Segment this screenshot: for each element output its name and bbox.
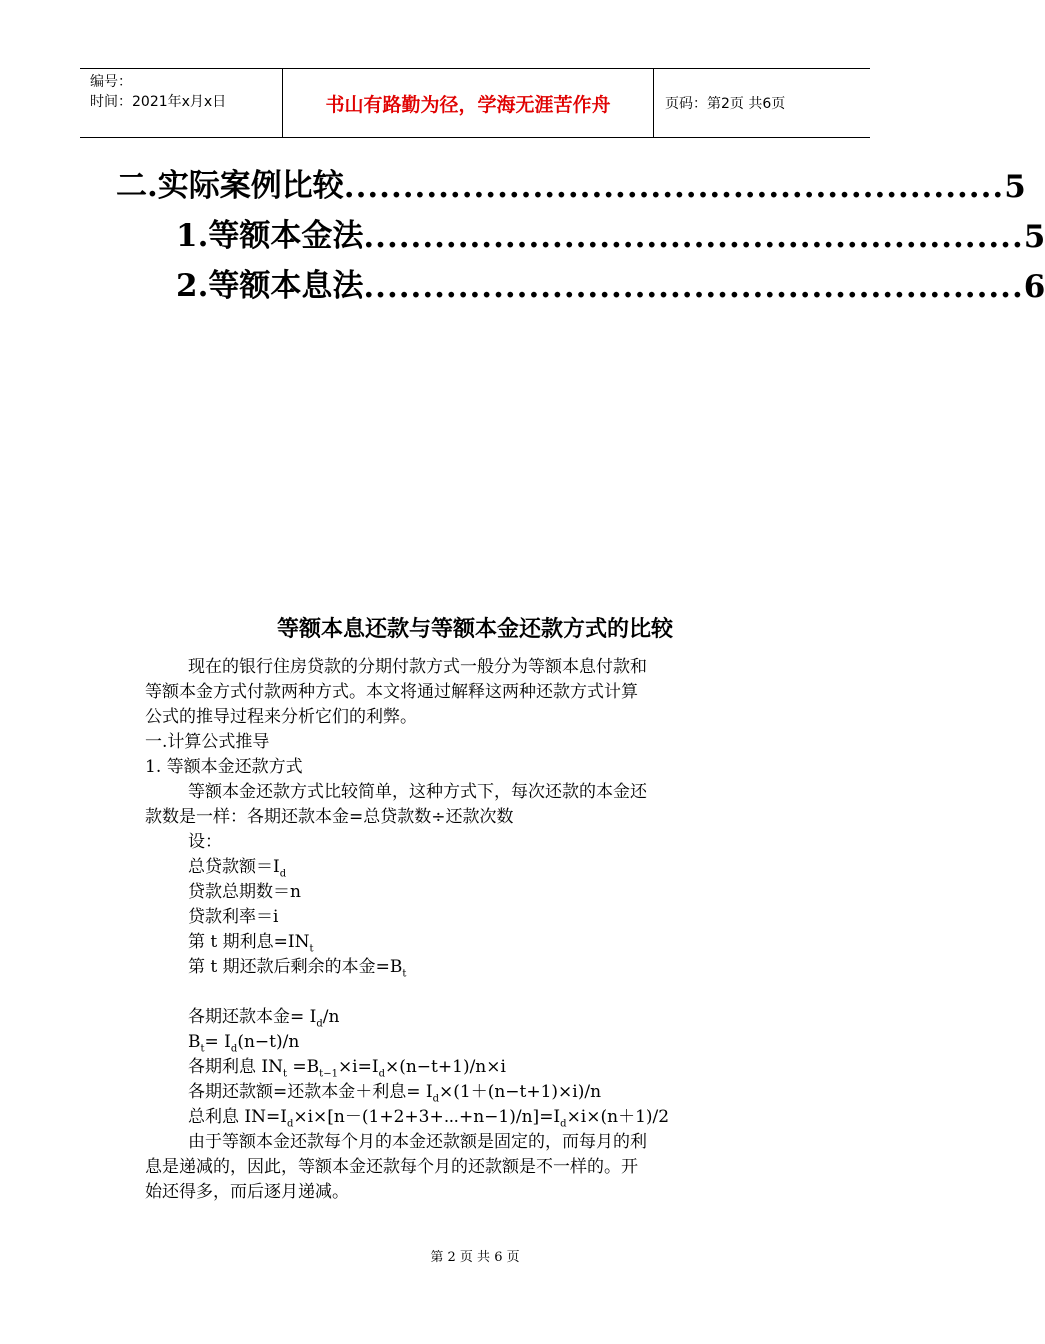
page-header [80,68,870,138]
document-title: 等额本息还款与等额本金还款方式的比较 [276,616,673,642]
paragraph-line: 款数是一样：各期还款本金=总贷款数÷还款次数 [145,807,514,827]
subsection-heading: 1. 等额本金还款方式 [145,757,303,777]
header-date: 时间：2021年x月x日 [90,94,227,110]
toc-title: 二.实际案例比较 [116,168,344,204]
header-meta [80,69,282,137]
toc-entry[interactable] [116,155,1026,205]
paragraph-line: 由于等额本金还款每个月的本金还款额是固定的，而每月的利 [188,1132,647,1152]
paragraph-line: 公式的推导过程来分析它们的利弊。 [145,707,417,727]
toc-leader: ........................................................ [343,169,1005,205]
toc-title: 1.等额本金法 [176,218,364,254]
definition-total-loan: 总贷款额$=I_d$ [188,857,287,880]
toc-page: 6 [1023,269,1045,305]
formula-payment: 各期还款额=还款本金＋利息= $I_d\times(1+(n-t+1)\times i)/n$ [188,1082,602,1105]
definition-rate: 贷款利率＝i [188,907,279,927]
page-footer: 第 2 页 共 6 页 [430,1250,520,1265]
paragraph-line: 始还得多，而后逐月递减。 [145,1182,349,1202]
formula-remaining: $B_t= I_d(n-t)/n$ [188,1032,300,1055]
formula-total-interest: 总利息 $IN=I_d\times i\times[n-(1+2+3+\cdots+n-1)/n]=I_d\times i\times(n+1)/2$ [188,1107,670,1130]
header-page-info: 页码：第2页 共6页 [665,96,786,112]
toc-page: 5 [1004,169,1026,205]
definition-intro: 设： [188,832,222,852]
paragraph-line: 等额本金还款方式比较简单，这种方式下，每次还款的本金还 [188,782,647,802]
header-motto: 书山有路勤为径，学海无涯苦作舟 [325,93,611,116]
formula-principal: 各期还款本金= $I_d/n$ [188,1007,340,1030]
toc-page: 5 [1023,219,1045,255]
header-number: 编号： [90,74,132,90]
toc-leader: ........................................................ [363,269,1024,305]
definition-periods: 贷款总期数＝n [188,882,301,902]
formula-interest: 各期利息 $IN_t =B_{t-1}\times i=I_d\times(n-t+1)/n\times i$ [188,1057,506,1080]
definition-remaining: 第 t 期还款后剩余的本金$=B_t$ [188,957,407,980]
header-divider [653,69,654,137]
paragraph-line: 息是递减的，因此，等额本金还款每个月的还款额是不一样的。开 [145,1157,638,1177]
toc-title: 2.等额本息法 [176,268,364,304]
toc-leader: ........................................................ [363,219,1024,255]
paragraph-line: 等额本金方式付款两种方式。本文将通过解释这两种还款方式计算 [145,682,638,702]
paragraph-line: 现在的银行住房贷款的分期付款方式一般分为等额本息付款和 [188,657,647,677]
toc-entry[interactable] [176,205,1045,255]
toc-entry[interactable] [176,255,1045,305]
definition-interest: 第 t 期利息$=IN_t$ [188,932,314,955]
section-heading: 一.计算公式推导 [145,732,270,752]
